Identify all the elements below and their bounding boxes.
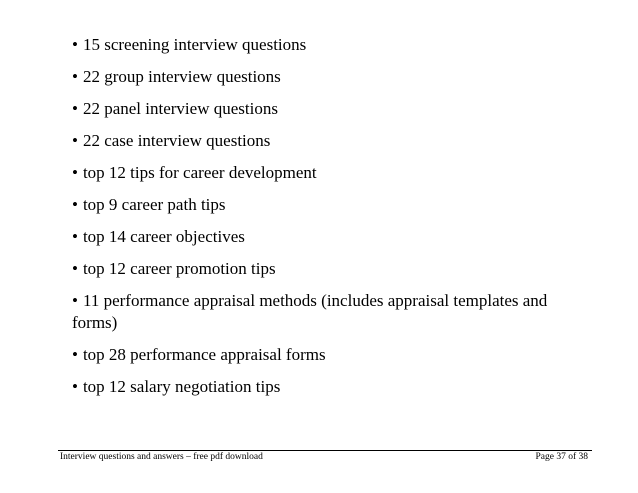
list-item-text: 15 screening interview questions (82, 35, 307, 54)
bullet-icon: • (72, 99, 78, 118)
bullet-list (72, 34, 592, 408)
list-item-text: 11 performance appraisal methods (includes appraisal templates and forms) (72, 291, 548, 332)
bullet-icon: • (72, 259, 78, 278)
list-item (72, 130, 592, 152)
bullet-icon: • (72, 377, 78, 396)
page-number: Page 37 of 38 (535, 452, 588, 462)
list-item-text: 22 case interview questions (82, 131, 271, 150)
list-item (72, 66, 592, 88)
bullet-icon: • (72, 67, 78, 86)
page-footer (58, 450, 592, 464)
list-item (72, 344, 592, 366)
bullet-icon: • (72, 291, 78, 310)
bullet-icon: • (72, 195, 78, 214)
list-item-text: top 9 career path tips (82, 195, 226, 214)
list-item (72, 194, 592, 216)
list-item (72, 258, 592, 280)
list-item (72, 290, 592, 334)
bullet-icon: • (72, 163, 78, 182)
list-item (72, 34, 592, 56)
list-item-text: 22 group interview questions (82, 67, 281, 86)
bullet-icon: • (72, 131, 78, 150)
list-item (72, 98, 592, 120)
list-item (72, 162, 592, 184)
list-item (72, 376, 592, 398)
list-item-text: top 14 career objectives (82, 227, 245, 246)
footer-title: Interview questions and answers – free pdf download (60, 452, 263, 462)
list-item-text: top 12 career promotion tips (82, 259, 276, 278)
bullet-icon: • (72, 345, 78, 364)
list-item-text: 22 panel interview questions (82, 99, 278, 118)
list-item-text: top 28 performance appraisal forms (82, 345, 326, 364)
list-item-text: top 12 salary negotiation tips (82, 377, 281, 396)
list-item-text: top 12 tips for career development (82, 163, 317, 182)
bullet-icon: • (72, 35, 78, 54)
list-item (72, 226, 592, 248)
bullet-icon: • (72, 227, 78, 246)
